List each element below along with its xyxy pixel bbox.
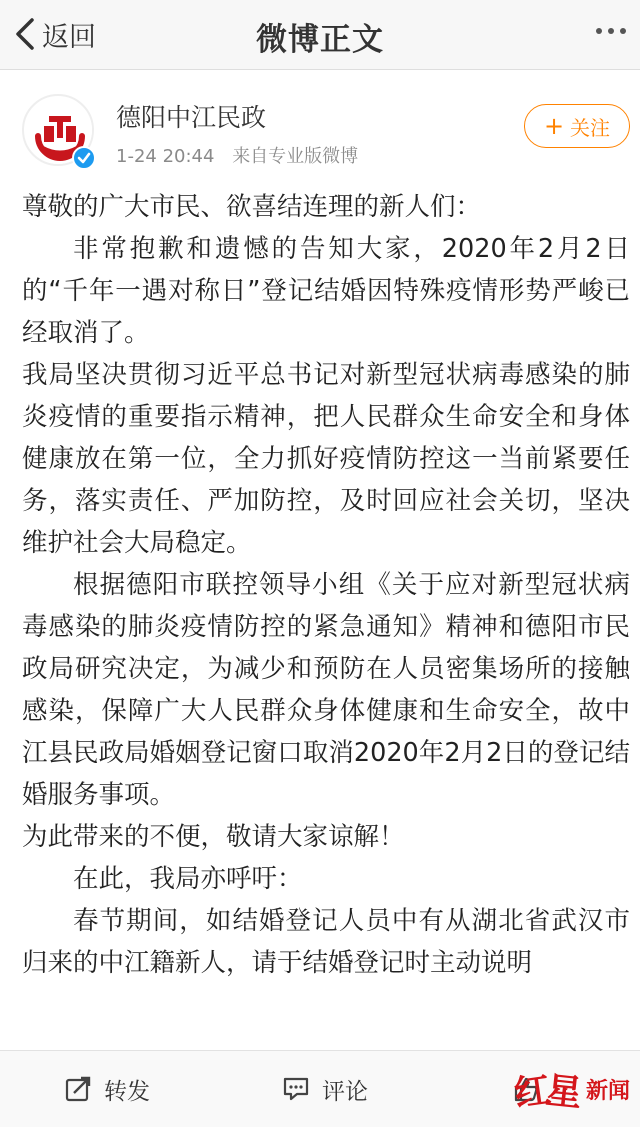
comment-icon <box>282 1075 310 1103</box>
post-paragraph: 根据德阳市联控领导小组《关于应对新型冠状病毒感染的肺炎疫情防控的紧急通知》精神和德阳市民政局研究决定，为减少和预防在人员密集场所的接触感染，保障广大人民群众身体健康和生命安全，故中江县民政局婚姻登记窗口取消2020年2月2日的登记结婚服务事项。 <box>22 570 630 810</box>
repost-icon <box>64 1075 92 1103</box>
comment-label: 评论 <box>322 1078 368 1105</box>
post-time: 1-24 20:44 <box>116 146 215 167</box>
back-label: 返回 <box>42 21 96 53</box>
plus-icon: + <box>543 112 565 140</box>
post-content <box>22 186 630 1036</box>
watermark-char: 红 <box>511 1068 554 1115</box>
post-paragraph: 尊敬的广大市民、欲喜结连理的新人们： <box>22 192 482 222</box>
nav-bar <box>0 0 640 70</box>
more-options-button[interactable] <box>596 28 626 34</box>
repost-label: 转发 <box>104 1078 150 1105</box>
bottom-action-bar <box>0 1050 640 1127</box>
author-name[interactable]: 德阳中江民政 <box>116 103 267 132</box>
post-paragraph: 我局坚决贯彻习近平总书记对新型冠状病毒感染的肺炎疫情的重要指示精神，把人民群众生命安全和身体健康放在第一位，全力抓好疫情防控这一当前紧要任务，落实责任、严加防控，及时回应社会关切，坚决维护社会大局稳定。 <box>22 360 630 558</box>
post-paragraph: 非常抱歉和遗憾的告知大家，2020年2月2日的“千年一遇对称日”登记结婚因特殊疫情形势严峻已经取消了。 <box>22 234 630 348</box>
verified-badge-icon <box>72 146 96 170</box>
more-dots-icon <box>596 28 602 34</box>
post-paragraph: 春节期间，如结婚登记人员中有从湖北省武汉市归来的中江籍新人，请于结婚登记时主动说明 <box>22 906 630 978</box>
follow-label: 关注 <box>570 115 611 140</box>
comment-button[interactable] <box>282 1071 368 1107</box>
page-title: 微博正文 <box>256 22 384 58</box>
follow-button[interactable] <box>524 104 630 148</box>
post-source: 来自专业版微博 <box>232 146 359 167</box>
post-meta <box>116 142 358 168</box>
post-paragraph: 在此，我局亦呼吁： <box>73 864 303 894</box>
repost-button[interactable] <box>64 1071 150 1107</box>
red-star-news-watermark <box>511 1065 630 1115</box>
author-header <box>0 70 640 180</box>
watermark-text: 新闻 <box>585 1077 630 1104</box>
watermark-char: 星 <box>543 1068 584 1115</box>
post-paragraph: 为此带来的不便，敬请大家谅解！ <box>22 822 405 852</box>
